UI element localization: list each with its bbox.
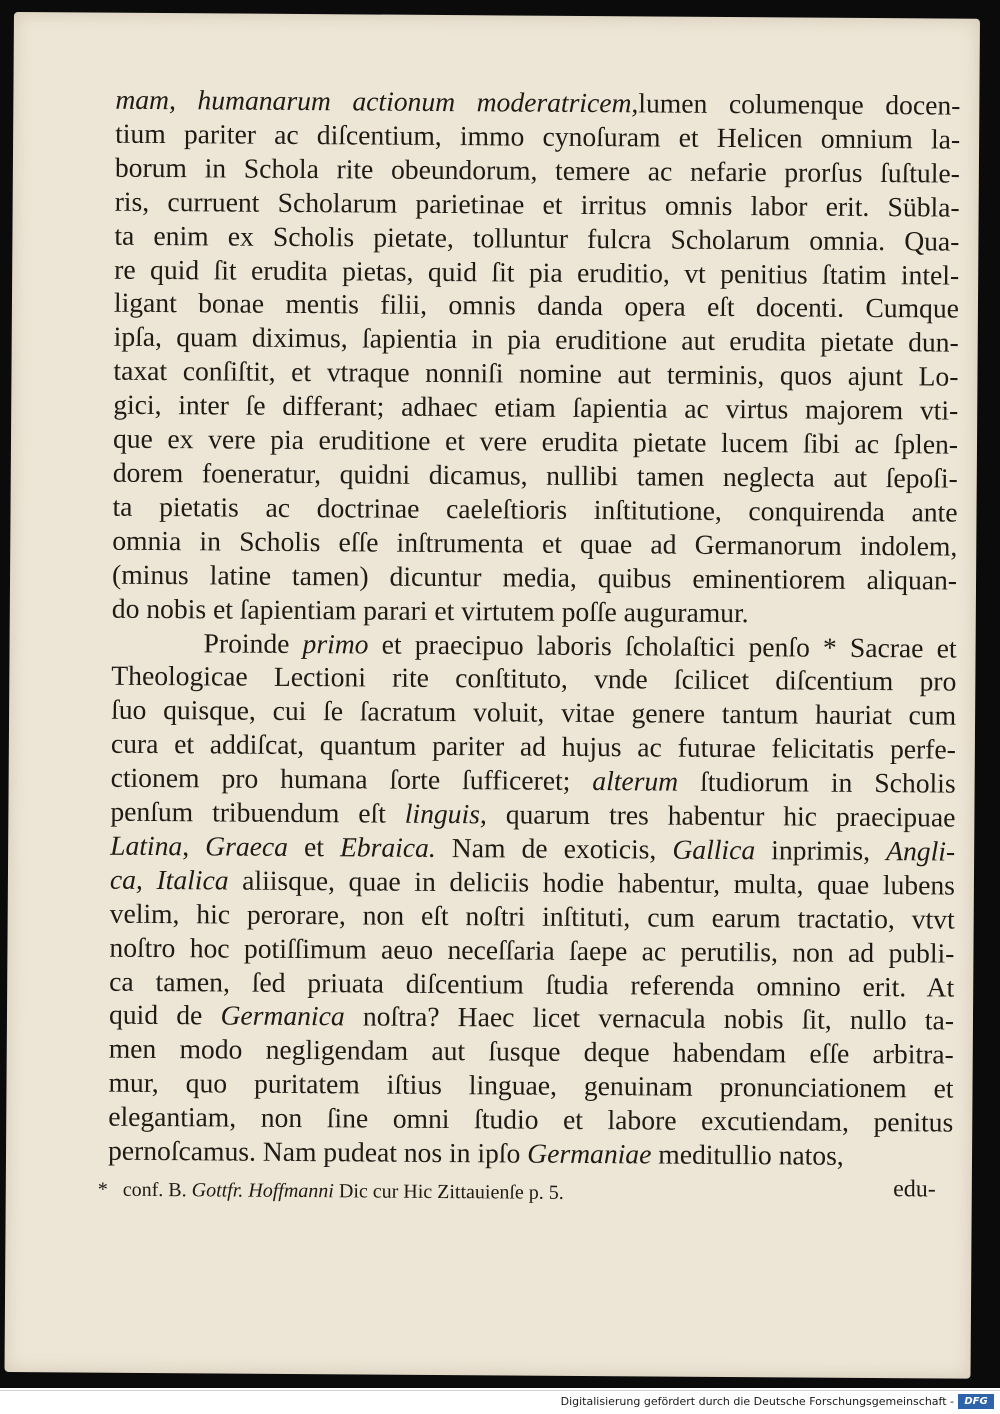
text-line	[110, 863, 955, 903]
text-segment: noſtro hoc potiſſimum aeuo neceſſaria ſaepe ac perutilis, non ad publi-	[109, 931, 955, 969]
text-segment: ta enim ex Scholis pietate, tolluntur fulcra Scholarum omnia. Qua-	[114, 219, 960, 257]
text-segment: pernoſcamus. Nam pudeat nos in ipſo	[107, 1134, 528, 1169]
text-segment: Angli-	[886, 835, 956, 867]
dfg-logo: DFG	[958, 1394, 994, 1409]
text-line	[110, 896, 955, 936]
footnote-segment: Gottfr. Hoffmanni	[191, 1179, 334, 1203]
text-segment: penſum tribuendum eſt	[110, 795, 405, 829]
text-line	[112, 490, 957, 530]
catchword: edu-	[893, 1176, 936, 1203]
text-segment: taxat conſiſtit, et vtraque nonniſi nomine aut terminis, quos ajunt Lo-	[113, 354, 959, 392]
text-segment: cura et addiſcat, quantum pariter ad hujus ac futurae felicitatis perfe-	[110, 727, 956, 765]
text-line	[108, 1134, 953, 1174]
text-segment: ca tamen, ſed priuata diſcentium ſtudia referenda omnino erit. At	[109, 965, 955, 1003]
text-segment: et	[287, 830, 341, 863]
text-line	[113, 456, 958, 496]
text-segment: inprimis,	[755, 834, 887, 867]
text-segment: mam, humanarum actionum moderatricem,	[115, 83, 639, 119]
text-segment: re quid ſit erudita pietas, quid ſit pia eruditio, vt penitius ſtatim intel-	[114, 253, 960, 291]
text-line	[110, 795, 955, 835]
text-segment: ligant bonae mentis filii, omnis danda opera eſt docenti. Cumque	[113, 287, 960, 325]
text-segment: linguis,	[404, 797, 487, 830]
text-segment: mur, quo puritatem iſtius linguae, genuinam pronunciationem et	[108, 1066, 954, 1104]
text-segment: borum in Schola rite obeundorum, temere ac nefarie prorſus ſuſtule-	[114, 151, 961, 189]
text-line	[115, 117, 960, 157]
text-segment: meditullio natos,	[651, 1138, 844, 1171]
text-segment: do nobis et ſapientiam parari et virtutem poſſe auguramur.	[111, 592, 749, 628]
text-segment: Gallica	[672, 833, 756, 866]
text-segment: gici, inter ſe differant; adhaec etiam ſapientia ac virtus majorem vti-	[113, 388, 959, 426]
text-segment: ris, curruent Scholarum parietinae et irritus omnis labor erit. Sübla-	[114, 185, 960, 223]
text-segment: primo	[302, 627, 369, 659]
text-line	[114, 218, 959, 258]
text-line	[115, 184, 960, 224]
text-segment: Nam de exoticis,	[435, 831, 673, 865]
footnote-segment: Dic cur Hic Zittauienſe p. 5.	[333, 1180, 564, 1204]
text-segment: men modo negligendam aut ſusque deque habendam eſſe arbitra-	[108, 1033, 954, 1070]
footnote	[98, 1179, 948, 1208]
text-line	[115, 151, 960, 191]
text-segment: Proinde	[203, 626, 303, 659]
text-segment: quarum tres habentur hic praecipuae	[486, 798, 956, 833]
text-segment: quid de	[108, 999, 221, 1031]
text-segment: velim, hic perorare, non eſt noſtri inſtituti, cum earum tractatio, vtvt	[109, 897, 955, 935]
text-line	[110, 829, 955, 869]
footnote-mark: *	[97, 1178, 108, 1201]
text-segment: lumen columenque docen-	[638, 87, 961, 121]
text-segment: ca, Italica	[109, 863, 229, 896]
text-segment: Latina	[110, 829, 183, 862]
text-segment: ipſa, quam diximus, ſapientia in pia eruditione aut erudita pietate dun-	[113, 321, 959, 358]
footnote-segment: conf. B.	[122, 1178, 192, 1202]
text-segment: noſtra? Haec licet vernacula nobis ſit, nullo ta-	[344, 1000, 955, 1037]
text-segment: Graeca	[205, 830, 289, 862]
text-segment: elegantiam, non ſine omni ſtudio et labore excutiendam, penitus	[108, 1100, 954, 1138]
text-line	[115, 83, 960, 123]
text-segment: que ex vere pia eruditione et vere erudita pietate lucem ſibi ac ſplen-	[112, 422, 959, 460]
text-segment: omnia in Scholis eſſe inſtrumenta et quae ad Germanorum indolem,	[112, 524, 958, 562]
text-segment: dorem foeneratur, quidni dicamus, nullibi tamen neglecta aut ſepoſi-	[112, 456, 958, 494]
text-segment: Theologicae Lectioni rite conſtituto, vnde ſcilicet diſcentium pro	[111, 660, 957, 698]
text-segment: Germanica	[220, 999, 345, 1032]
text-segment: ,	[182, 830, 206, 862]
text-segment: et praecipuo laboris ſcholaſtici penſo * Sacrae et	[368, 627, 957, 664]
text-segment: aliisque, quae in deliciis hodie habentur, multa, quae lubens	[228, 864, 956, 901]
text-segment: Ebraica.	[339, 831, 436, 863]
footnote-text	[123, 1179, 564, 1204]
body-text	[108, 83, 961, 1174]
text-segment: ſuo quisque, cui ſe ſacratum voluit, vitae genere tantum hauriat cum	[111, 694, 957, 731]
text-line	[112, 523, 957, 563]
text-segment: ta pietatis ac doctrinae caeleſtioris inſtitutione, conquirenda ante	[112, 490, 958, 528]
text-line	[112, 591, 957, 631]
text-segment: (minus latine tamen) dicuntur media, quibus eminentiorem aliquan-	[111, 558, 958, 596]
text-segment: Germaniae	[527, 1137, 652, 1170]
text-line	[112, 557, 957, 597]
text-segment: tium pariter ac diſcentium, immo cynoſuram et Helicen omnium la-	[115, 117, 961, 155]
text-line	[109, 930, 954, 970]
text-segment: ctionem pro humana ſorte ſufficeret;	[110, 761, 593, 797]
book-page	[5, 12, 980, 1379]
text-segment: ſtudiorum in Scholis	[678, 765, 956, 799]
text-segment: alterum	[592, 765, 679, 797]
funding-credit: Digitalisierung gefördert durch die Deutsche Forschungsgemeinschaft -	[560, 1395, 954, 1408]
footer-bar	[0, 1390, 1000, 1414]
